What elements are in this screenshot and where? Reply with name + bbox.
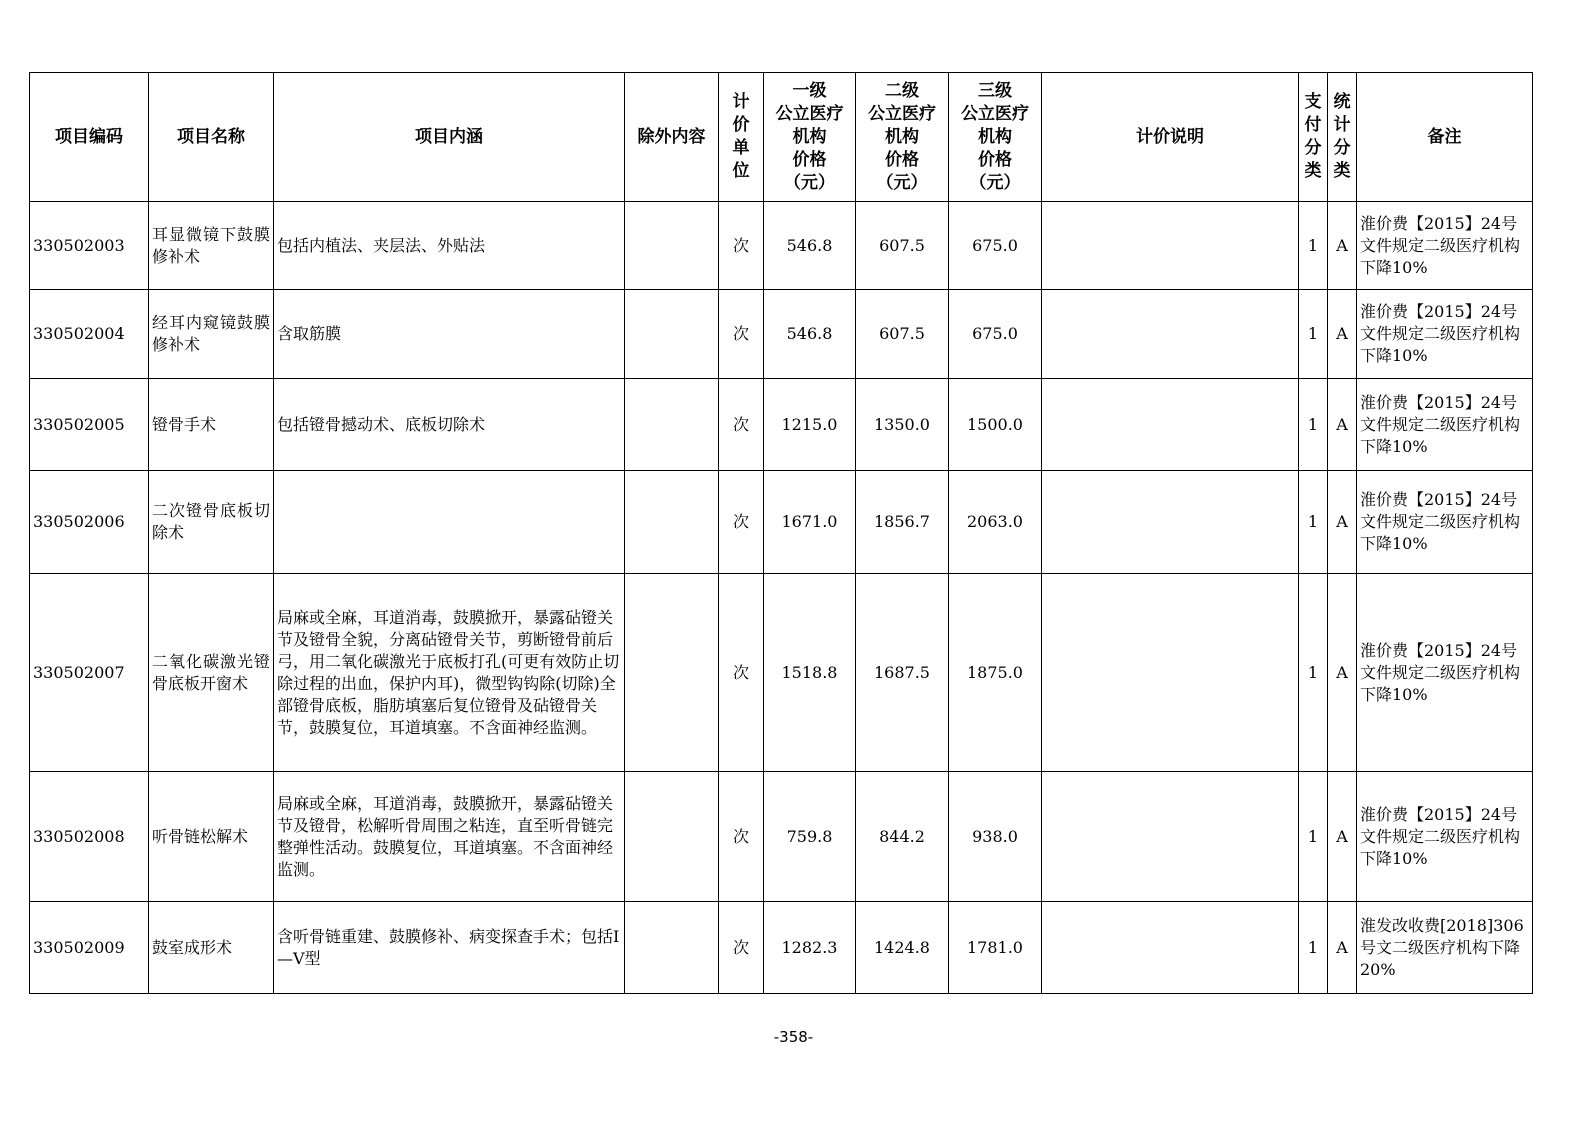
cell-code: 330502006 <box>30 471 149 574</box>
cell-price-level3: 2063.0 <box>949 471 1042 574</box>
cell-exclusions <box>625 379 719 471</box>
cell-code: 330502004 <box>30 290 149 379</box>
cell-remarks: 淮价费【2015】24号文件规定二级医疗机构下降10% <box>1357 379 1533 471</box>
cell-exclusions <box>625 772 719 902</box>
cell-payment: 1 <box>1299 471 1328 574</box>
cell-pricing-note <box>1042 379 1299 471</box>
table-row <box>30 574 1533 772</box>
cell-code: 330502009 <box>30 902 149 994</box>
cell-stat: A <box>1328 471 1357 574</box>
cell-payment: 1 <box>1299 202 1328 290</box>
cell-pricing-note <box>1042 902 1299 994</box>
cell-price-level1: 1671.0 <box>764 471 856 574</box>
cell-price-level1: 759.8 <box>764 772 856 902</box>
header-level2-line: 二级 <box>885 80 919 101</box>
cell-stat: A <box>1328 290 1357 379</box>
cell-exclusions <box>625 902 719 994</box>
cell-pricing-note <box>1042 772 1299 902</box>
table-row <box>30 202 1533 290</box>
header-level3-price <box>949 73 1042 202</box>
header-stat-label: 统计分类 <box>1333 92 1351 181</box>
cell-stat: A <box>1328 379 1357 471</box>
cell-code: 330502003 <box>30 202 149 290</box>
header-pricing-note: 计价说明 <box>1042 73 1299 202</box>
header-code: 项目编码 <box>30 73 149 202</box>
cell-payment: 1 <box>1299 902 1328 994</box>
cell-exclusions <box>625 574 719 772</box>
cell-price-level2: 607.5 <box>856 202 949 290</box>
cell-code: 330502005 <box>30 379 149 471</box>
header-unit-label: 计价单位 <box>732 92 750 181</box>
cell-price-level1: 546.8 <box>764 290 856 379</box>
cell-payment: 1 <box>1299 772 1328 902</box>
cell-content: 含取筋膜 <box>274 290 625 379</box>
cell-stat: A <box>1328 202 1357 290</box>
cell-name: 听骨链松解术 <box>149 772 274 902</box>
cell-price-level2: 607.5 <box>856 290 949 379</box>
cell-remarks: 淮价费【2015】24号文件规定二级医疗机构下降10% <box>1357 574 1533 772</box>
header-payment-label: 支付分类 <box>1304 92 1322 181</box>
cell-price-level2: 1350.0 <box>856 379 949 471</box>
table-row <box>30 902 1533 994</box>
cell-unit: 次 <box>719 902 764 994</box>
header-level2-line: （元） <box>876 172 928 193</box>
header-level1-line: 机构 <box>792 126 827 147</box>
cell-price-level2: 1424.8 <box>856 902 949 994</box>
cell-payment: 1 <box>1299 574 1328 772</box>
header-unit <box>719 73 764 202</box>
cell-code: 330502007 <box>30 574 149 772</box>
cell-content: 局麻或全麻，耳道消毒，鼓膜掀开，暴露砧镫关节及镫骨全貌，分离砧镫骨关节，剪断镫骨前后弓，用二氧化碳激光于底板打孔(可更有效防止切除过程的出血，保护内耳)，微型钩钩除(切除)全部镫骨底板，脂肪填塞后复位镫骨及砧镫骨关节，鼓膜复位，耳道填塞。不含面神经监测。 <box>274 574 625 772</box>
cell-remarks: 淮发改收费[2018]306号文二级医疗机构下降20% <box>1357 902 1533 994</box>
cell-content: 包括镫骨撼动术、底板切除术 <box>274 379 625 471</box>
cell-unit: 次 <box>719 202 764 290</box>
cell-exclusions <box>625 290 719 379</box>
cell-price-level2: 844.2 <box>856 772 949 902</box>
cell-price-level1: 1215.0 <box>764 379 856 471</box>
header-exclusions: 除外内容 <box>625 73 719 202</box>
cell-name: 耳显微镜下鼓膜修补术 <box>149 202 274 290</box>
header-level1-price <box>764 73 856 202</box>
cell-price-level1: 546.8 <box>764 202 856 290</box>
header-level1-line: （元） <box>784 172 835 193</box>
cell-stat: A <box>1328 902 1357 994</box>
cell-pricing-note <box>1042 574 1299 772</box>
cell-content <box>274 471 625 574</box>
cell-price-level3: 675.0 <box>949 290 1042 379</box>
header-level2-price <box>856 73 949 202</box>
cell-price-level3: 1781.0 <box>949 902 1042 994</box>
header-stat-category <box>1328 73 1357 202</box>
cell-remarks: 淮价费【2015】24号文件规定二级医疗机构下降10% <box>1357 290 1533 379</box>
cell-remarks: 淮价费【2015】24号文件规定二级医疗机构下降10% <box>1357 202 1533 290</box>
cell-price-level2: 1687.5 <box>856 574 949 772</box>
cell-pricing-note <box>1042 290 1299 379</box>
header-level3-line: （元） <box>969 172 1021 193</box>
cell-pricing-note <box>1042 202 1299 290</box>
cell-price-level3: 938.0 <box>949 772 1042 902</box>
header-name: 项目名称 <box>149 73 274 202</box>
table-row <box>30 290 1533 379</box>
cell-exclusions <box>625 202 719 290</box>
table-row <box>30 772 1533 902</box>
cell-content: 包括内植法、夹层法、外贴法 <box>274 202 625 290</box>
header-level3-line: 公立医疗 <box>961 103 1029 124</box>
cell-unit: 次 <box>719 772 764 902</box>
header-level3-line: 机构 <box>978 126 1012 147</box>
header-level2-line: 机构 <box>885 126 919 147</box>
header-level3-line: 三级 <box>978 80 1012 101</box>
header-row <box>30 73 1533 202</box>
cell-name: 镫骨手术 <box>149 379 274 471</box>
cell-exclusions <box>625 471 719 574</box>
header-level1-line: 公立医疗 <box>775 103 844 124</box>
table-row <box>30 471 1533 574</box>
cell-name: 经耳内窥镜鼓膜修补术 <box>149 290 274 379</box>
cell-stat: A <box>1328 574 1357 772</box>
cell-payment: 1 <box>1299 379 1328 471</box>
cell-unit: 次 <box>719 471 764 574</box>
cell-unit: 次 <box>719 379 764 471</box>
header-remarks: 备注 <box>1357 73 1533 202</box>
header-level2-line: 公立医疗 <box>868 103 936 124</box>
cell-unit: 次 <box>719 574 764 772</box>
cell-remarks: 淮价费【2015】24号文件规定二级医疗机构下降10% <box>1357 772 1533 902</box>
header-payment-category <box>1299 73 1328 202</box>
cell-price-level3: 1500.0 <box>949 379 1042 471</box>
cell-content: 局麻或全麻，耳道消毒，鼓膜掀开，暴露砧镫关节及镫骨，松解听骨周围之粘连，直至听骨链完整弹性活动。鼓膜复位，耳道填塞。不含面神经监测。 <box>274 772 625 902</box>
header-level3-line: 价格 <box>978 149 1012 170</box>
cell-unit: 次 <box>719 290 764 379</box>
header-level1-line: 价格 <box>792 149 827 170</box>
cell-name: 二次镫骨底板切除术 <box>149 471 274 574</box>
cell-price-level3: 1875.0 <box>949 574 1042 772</box>
header-level2-line: 价格 <box>885 149 919 170</box>
cell-price-level3: 675.0 <box>949 202 1042 290</box>
table-row <box>30 379 1533 471</box>
cell-name: 鼓室成形术 <box>149 902 274 994</box>
cell-price-level1: 1282.3 <box>764 902 856 994</box>
cell-payment: 1 <box>1299 290 1328 379</box>
cell-remarks: 淮价费【2015】24号文件规定二级医疗机构下降10% <box>1357 471 1533 574</box>
cell-name: 二氧化碳激光镫骨底板开窗术 <box>149 574 274 772</box>
cell-code: 330502008 <box>30 772 149 902</box>
page-number: -358- <box>773 1028 814 1046</box>
cell-price-level1: 1518.8 <box>764 574 856 772</box>
cell-price-level2: 1856.7 <box>856 471 949 574</box>
cell-stat: A <box>1328 772 1357 902</box>
price-table <box>29 72 1533 994</box>
header-level1-line: 一级 <box>792 80 827 101</box>
cell-content: 含听骨链重建、鼓膜修补、病变探查手术；包括I—V型 <box>274 902 625 994</box>
cell-pricing-note <box>1042 471 1299 574</box>
header-content: 项目内涵 <box>274 73 625 202</box>
